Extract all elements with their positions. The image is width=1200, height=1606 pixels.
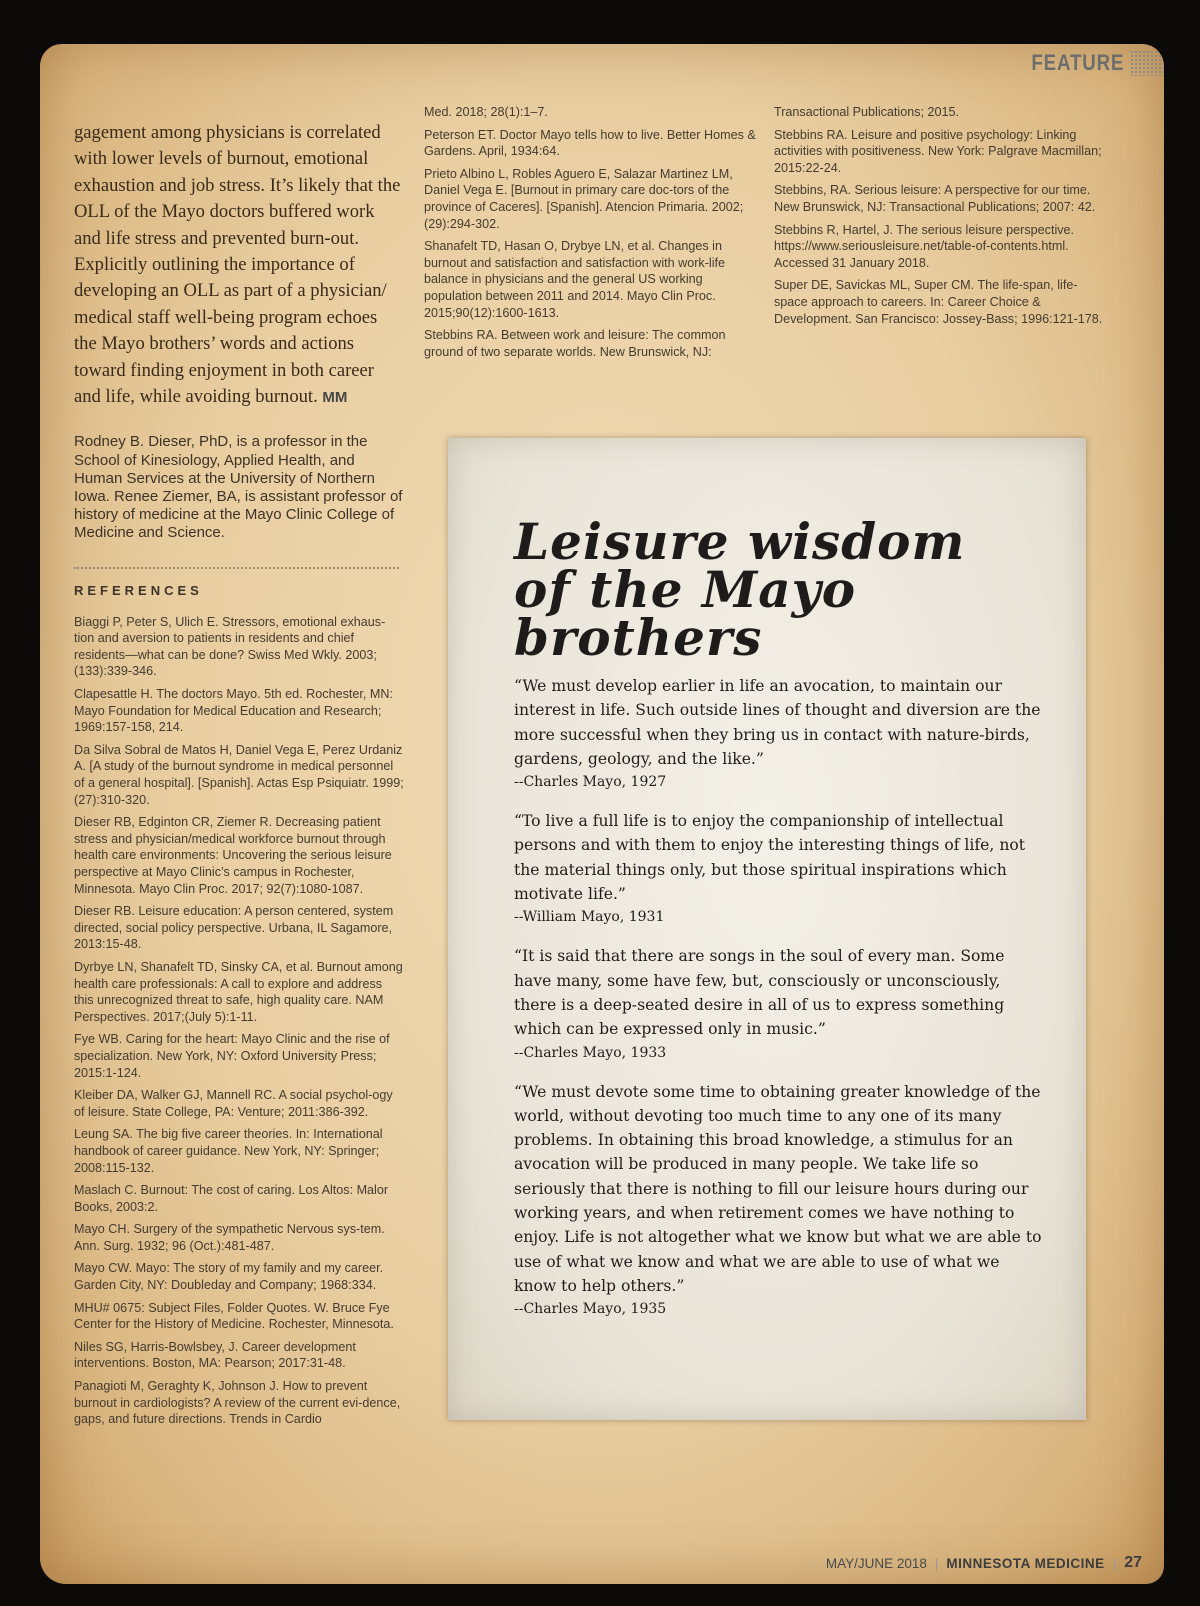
reference-item: Dyrbye LN, Shanafelt TD, Sinsky CA, et al. Burnout among health care professionals: A call to explore and address this unrecognized threat to safe, high quality care. NAM Perspectives. 2017;(July 5):1-11. — [74, 959, 403, 1024]
article-closing-paragraph: gagement among physicians is correlated with lower levels of burnout, emotional exhaustion and job stress. It’s likely that the OLL of the Mayo doctors buffered work and life stress and prevented burn-out. Explicitly outlining the importance of developing an OLL as part of a physician/ medical staff well-being program echoes the Mayo brothers’ words and actions toward finding enjoyment in both career and life, while avoiding burnout. MM — [74, 122, 401, 408]
page-number: 27 — [1124, 1554, 1142, 1571]
reference-item: Panagioti M, Geraghty K, Johnson J. How to prevent burnout in cardiologists? A review of the current evi-dence, gaps, and future directions. Trends in Cardio — [74, 1379, 401, 1427]
quote-sidebar-box — [448, 438, 1086, 1420]
left-column — [74, 120, 404, 1434]
reference-item: Maslach C. Burnout: The cost of caring. Los Altos: Malor Books, 2003:2. — [74, 1183, 389, 1214]
quote-text: “We must devote some time to obtaining greater knowledge of the world, without devoting too much time to any one of its many problems. In obtaining this broad knowledge, a stimulus for an avocation will be produced in many people. We take life so seriously that there is nothing to fill our leisure hours during our working years, and when retirement comes we have nothing to enjoy. Life is not altogether what we know but what we are able to use of what we know and what we are able to use of what we know to help others.” — [514, 1082, 1042, 1295]
reference-item: Fye WB. Caring for the heart: Mayo Clinic and the rise of specialization. New York, NY: Oxford University Press; 2015:1-124. — [74, 1032, 390, 1080]
reference-list-col1 — [74, 614, 404, 1428]
references-heading: REFERENCES — [74, 582, 203, 598]
reference-item: Transactional Publications; 2015. — [774, 105, 960, 119]
quote-attribution: --Charles Mayo, 1927 — [514, 774, 667, 791]
magazine-name: MINNESOTA MEDICINE — [946, 1555, 1105, 1571]
dot-pattern-decoration — [1130, 50, 1164, 76]
quote-text: “It is said that there are songs in the soul of every man. Some have many, some have few, but, consciously or unconsciously, there is a deep-seated desire in all of us to express something which can be expressed only in music.” — [514, 947, 1005, 1039]
section-label: FEATURE — [1031, 50, 1124, 75]
issue-date: MAY/JUNE 2018 — [825, 1555, 927, 1571]
sidebar-title: Leisure wisdom of the Mayo brothers — [514, 512, 966, 667]
dotted-divider — [74, 567, 399, 569]
reference-item: Dieser RB, Edginton CR, Ziemer R. Decreasing patient stress and physician/medical workforce burnout through health care environments: Uncovering the serious leisure perspective at Mayo Clinic’s campus in Rochester, Minnesota. Mayo Clin Proc. 2017; 92(7):1080-1087. — [74, 815, 392, 896]
reference-item: Stebbins RA. Between work and leisure: The common ground of two separate worlds. New Brunswick, NJ: — [424, 328, 726, 359]
reference-item: Dieser RB. Leisure education: A person centered, system directed, social policy perspective. Urbana, IL Sagamore, 2013:15-48. — [74, 904, 394, 952]
reference-list-col3 — [774, 104, 1109, 333]
end-mark: MM — [322, 389, 348, 407]
page-footer — [826, 1554, 1142, 1572]
reference-item: Biaggi P, Peter S, Ulich E. Stressors, emotional exhaus-tion and aversion to patients in residents and chief residents—what can be done? Swiss Med Wkly. 2003;(133):339-346. — [74, 614, 386, 679]
reference-item: Med. 2018; 28(1):1–7. — [424, 105, 548, 119]
reference-item: Clapesattle H. The doctors Mayo. 5th ed. Rochester, MN: Mayo Foundation for Medical Education and Research; 1969:157-158, 214. — [74, 687, 393, 735]
reference-item: Prieto Albino L, Robles Aguero E, Salazar Martinez LM, Daniel Vega E. [Burnout in primary care doc-tors of the province of Caceres]. [Spanish]. Atencion Primaria. 2002;(29):294-302. — [424, 166, 744, 231]
quote-text: “To live a full life is to enjoy the companionship of intellectual persons and with them to enjoy the interesting things of life, not the material things only, but those spiritual inspirations which motivate life.” — [514, 812, 1026, 904]
quote-list — [514, 674, 1044, 1336]
reference-item: Leung SA. The big five career theories. In: International handbook of career guidance. New York, NY: Springer; 2008:115-132. — [74, 1127, 383, 1175]
reference-item: Da Silva Sobral de Matos H, Daniel Vega E, Perez Urdaniz A. [A study of the burnout syndrome in medical personnel of a general hospital]. [Spanish]. Actas Esp Psiquiatr. 1999;(27):310-320. — [74, 742, 404, 807]
footer-separator: | — [1112, 1555, 1117, 1571]
reference-item: Niles SG, Harris-Bowlsbey, J. Career development interventions. Boston, MA: Pearson; 2017:31-48. — [74, 1339, 356, 1371]
magazine-page — [40, 44, 1164, 1584]
reference-item: Mayo CW. Mayo: The story of my family and my career. Garden City, NY: Doubleday and Company; 1968:334. — [74, 1261, 384, 1293]
quote-text: “We must develop earlier in life an avocation, to maintain our interest in life. Such outside lines of thought and diversion are the more successful when they bring us in contact with nature-birds, gardens, geology, and the like.” — [514, 677, 1041, 768]
footer-separator: | — [934, 1555, 939, 1571]
quote-attribution: --Charles Mayo, 1933 — [514, 1044, 667, 1061]
reference-item: Kleiber DA, Walker GJ, Mannell RC. A social psychol-ogy of leisure. State College, PA: Venture; 2011:386-392. — [74, 1088, 393, 1119]
reference-item: Mayo CH. Surgery of the sympathetic Nervous sys-tem. Ann. Surg. 1932; 96 (Oct.):481-487. — [74, 1222, 385, 1253]
reference-item: Super DE, Savickas ML, Super CM. The life-span, life-space approach to careers. In: Career Choice & Development. San Francisco: Jossey-Bass; 1996:121-178. — [774, 278, 1103, 326]
reference-item: Peterson ET. Doctor Mayo tells how to live. Better Homes & Gardens. April, 1934:64. — [424, 127, 756, 159]
reference-item: Stebbins, RA. Serious leisure: A perspective for our time. New Brunswick, NJ: Transactional Publications; 2007: 42. — [774, 183, 1096, 214]
reference-item: Stebbins RA. Leisure and positive psychology: Linking activities with positiveness. New York: Palgrave Macmillan; 2015:22-24. — [774, 127, 1102, 175]
author-bio: Rodney B. Dieser, PhD, is a professor in the School of Kinesiology, Applied Health, and Human Services at the University of Northern Iowa. Renee Ziemer, BA, is assistant professor of history of medicine at the Mayo Clinic College of Medicine and Science. — [74, 433, 403, 542]
quote-attribution: --William Mayo, 1931 — [514, 909, 665, 926]
reference-item: Shanafelt TD, Hasan O, Drybye LN, et al. Changes in burnout and satisfaction and satisfaction with work-life balance in physicians and the general US working population between 2011 and 2014. Mayo Clin Proc. 2015;90(12):1600-1613. — [424, 239, 726, 320]
reference-item: Stebbins R, Hartel, J. The serious leisure perspective. https://www.seriousleisure.net/table-of-contents.html. Accessed 31 January 2018. — [774, 222, 1075, 270]
reference-item: MHU# 0675: Subject Files, Folder Quotes. W. Bruce Fye Center for the History of Medicine. Rochester, Minnesota. — [74, 1300, 394, 1332]
reference-list-col2 — [424, 104, 759, 366]
quote-attribution: --Charles Mayo, 1935 — [514, 1301, 667, 1318]
